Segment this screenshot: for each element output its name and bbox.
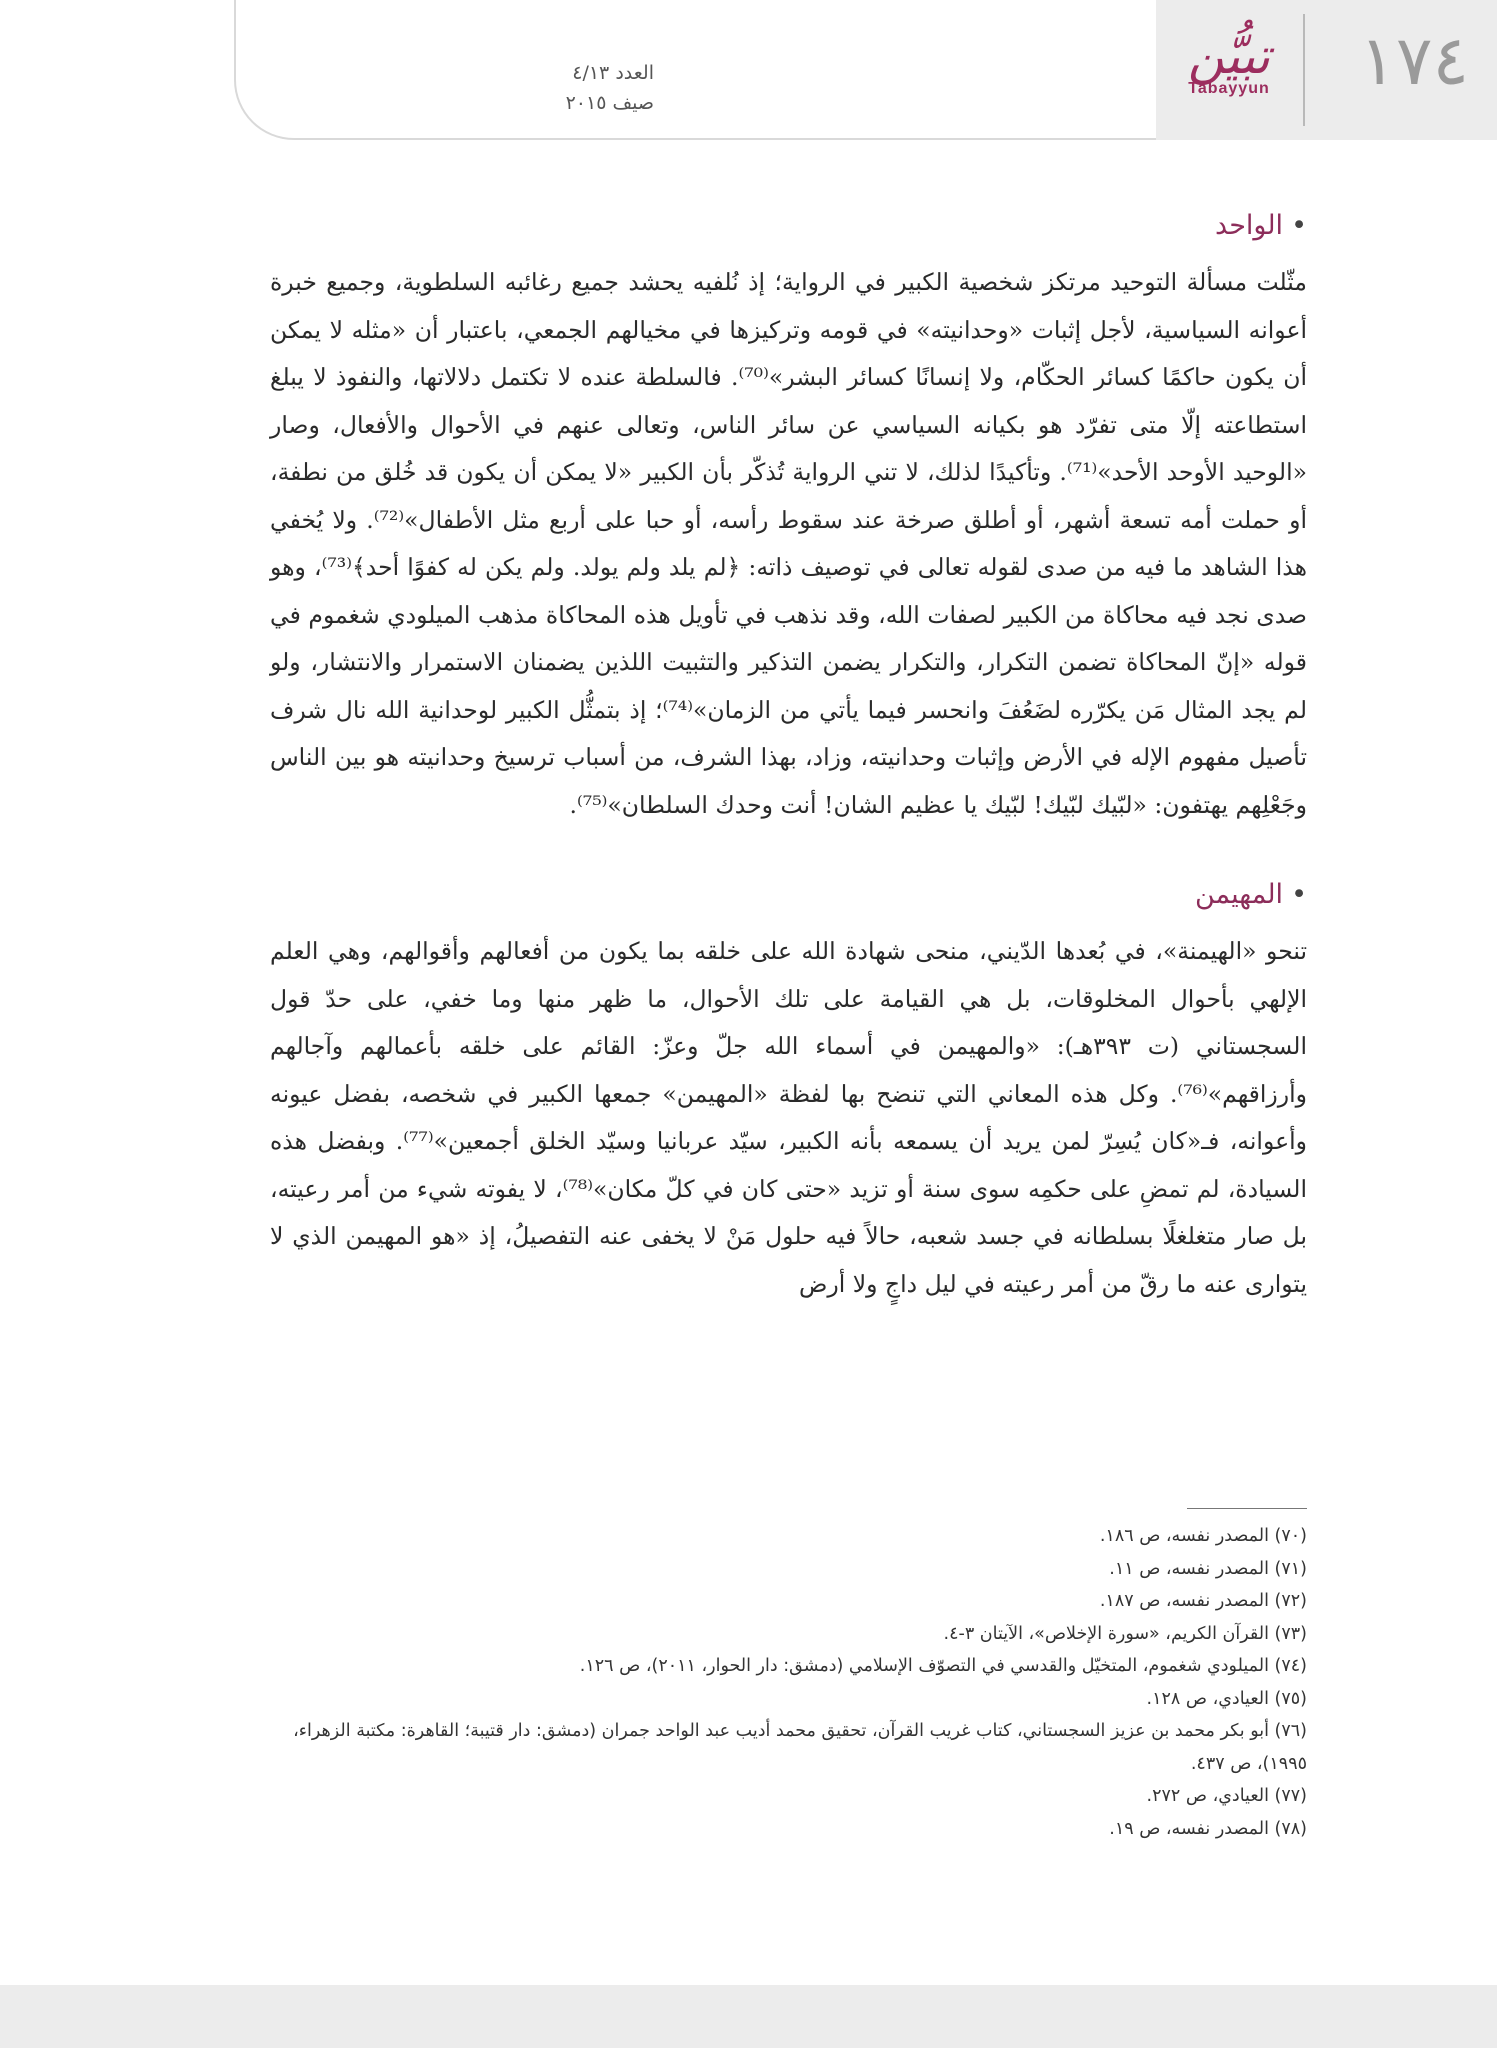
logo-latin: Tabayyun <box>1188 80 1270 97</box>
page-bottom-band <box>0 1985 1497 2048</box>
bullet-icon: • <box>1291 210 1307 241</box>
footnote-72: (٧٢) المصدر نفسه، ص ١٨٧. <box>1099 1591 1307 1611</box>
footnote-74: (٧٤) الميلودي شغموم، المتخيّل والقدسي في التصوّف الإسلامي (دمشق: دار الحوار، ٢٠١١)، ص ١٢٦. <box>579 1656 1307 1676</box>
bullet-icon: • <box>1291 879 1307 910</box>
logo-arabic: تبيُّن <box>1187 27 1271 85</box>
header-divider <box>1303 14 1305 126</box>
section-heading-wahid <box>270 210 1307 241</box>
issue-info <box>504 58 654 118</box>
issue-number: العدد ٤/١٣ <box>572 62 654 84</box>
footnote-76: (٧٦) أبو بكر محمد بن عزيز السجستاني، كتاب غريب القرآن، تحقيق محمد أديب عبد الواحد جمران (دمشق: دار قتيبة؛ القاهرة: مكتبة الزهراء، ١٩٩٥)، ص ٤٣٧. <box>293 1721 1307 1774</box>
section-heading-muhaymin <box>270 879 1307 910</box>
footnote-71: (٧١) المصدر نفسه، ص ١١. <box>1109 1558 1307 1579</box>
section-heading-text: المهيمن <box>1194 879 1284 910</box>
footnote-73: (٧٣) القرآن الكريم، «سورة الإخلاص»، الآيتان ٣-٤. <box>943 1623 1307 1644</box>
journal-logo <box>1169 28 1289 118</box>
footnote-70: (٧٠) المصدر نفسه، ص ١٨٦. <box>1099 1526 1307 1546</box>
article-body <box>270 210 1307 1308</box>
footnote-separator <box>1187 1508 1307 1509</box>
page-number: ١٧٤ <box>1359 22 1469 101</box>
footnote-77: (٧٧) العيادي، ص ٢٧٢. <box>1146 1786 1307 1806</box>
section-heading-text: الواحد <box>1215 210 1284 241</box>
footnote-75: (٧٥) العيادي، ص ١٢٨. <box>1146 1688 1307 1709</box>
paragraph-muhaymin: تنحو «الهيمنة»، في بُعدها الدّيني، منحى شهادة الله على خلقه بما يكون من أفعالهم وأقوالهم، وهي العلم الإلهي بأحوال المخلوقات، بل هي القيامة على تلك الأحوال، ما ظهر منها وما خفي، على حدّ قول السجستاني (ت ٣٩٣هـ): «والمهيمن في أسماء الله جلّ وعزّ: القائم على خلقه بأعمالهم وآجالهم وأرزاقهم»⁽⁷⁶⁾. وكل هذه المعاني التي تنضح بها لفظة «المهيمن» جمعها الكبير في شخصه، بفضل عيونه وأعوانه، فـ«كان يُسِرّ لمن يريد أن يسمعه بأنه الكبير، سيّد عربانيا وسيّد الخلق أجمعين»⁽⁷⁷⁾. وبفضل هذه السيادة، لم تمضِ على حكمِه سوى سنة أو تزيد «حتى كان في كلّ مكان»⁽⁷⁸⁾، لا يفوته شيء من أمر رعيته، بل صار متغلغلًا بسلطانه في جسد شعبه، حالاً فيه حلول مَنْ لا يخفى عنه التفصيلُ، إذ «هو المهيمن الذي لا يتوارى عنه ما رقّ من أمر رعيته في ليل داجٍ ولا أرض <box>270 937 1307 1298</box>
footnotes <box>240 1520 1307 1845</box>
page-header <box>234 0 1497 140</box>
issue-season: صيف ٢٠١٥ <box>565 92 654 114</box>
header-tab <box>1156 0 1497 140</box>
paragraph-wahid: مثّلت مسألة التوحيد مرتكز شخصية الكبير في الرواية؛ إذ نُلفيه يحشد جميع رغائبه السلطوية، وجميع خبرة أعوانه السياسية، لأجل إثبات «وحدانيته» في قومه وتركيزها في مخيالهم الجمعي، باعتبار أن «مثله لا يمكن أن يكون حاكمًا كسائر الحكّام، ولا إنسانًا كسائر البشر»⁽⁷⁰⁾. فالسلطة عنده لا تكتمل دلالاتها، والنفوذ لا يبلغ استطاعته إلّا متى تفرّد هو بكيانه السياسي عن سائر الناس، وتعالى عنهم في الأحوال والأفعال، وصار «الوحيد الأوحد الأحد»⁽⁷¹⁾. وتأكيدًا لذلك، لا تني الرواية تُذكّر بأن الكبير «لا يمكن أن يكون قد خُلق من نطفة، أو حملت أمه تسعة أشهر، أو أطلق صرخة عند سقوط رأسه، أو حبا على أربع مثل الأطفال»⁽⁷²⁾. ولا يُخفي هذا الشاهد ما فيه من صدى لقوله تعالى في توصيف ذاته: ﴿لم يلد ولم يولد. ولم يكن له كفوًا أحد﴾⁽⁷³⁾، وهو صدى نجد فيه محاكاة من الكبير لصفات الله، وقد نذهب في تأويل هذه المحاكاة مذهب الميلودي شغموم في قوله «إنّ المحاكاة تضمن التكرار، والتكرار يضمن التذكير والتثبيت اللذين يضمنان الاستمرار والانتشار، ولو لم يجد المثال مَن يكرّره لضَعُفَ وانحسر فيما يأتي من الزمان»⁽⁷⁴⁾؛ إذ بتمثُّل الكبير لوحدانية الله نال شرف تأصيل مفهوم الإله في الأرض وإثبات وحدانيته، وزاد، بهذا الشرف، من أسباب ترسيخ وحدانيته هو بين الناس وجَعْلِهم يهتفون: «لبّيك لبّيك! لبّيك يا عظيم الشان! أنت وحدك السلطان»⁽⁷⁵⁾. <box>270 268 1307 819</box>
footnote-78: (٧٨) المصدر نفسه، ص ١٩. <box>1109 1818 1307 1839</box>
